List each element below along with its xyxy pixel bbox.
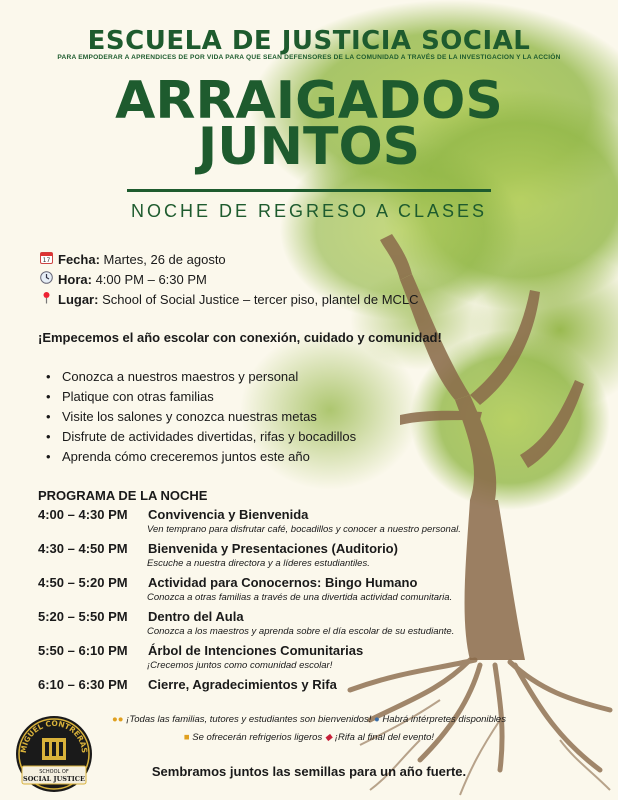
title-line-2: JUNTOS bbox=[197, 117, 421, 177]
lead-text: ¡Empecemos el año escolar con conexión, cuidado y comunidad! bbox=[38, 330, 442, 345]
schedule-name: Dentro del Aula bbox=[148, 609, 244, 624]
flyer-title bbox=[0, 71, 618, 177]
program-heading: PROGRAMA DE LA NOCHE bbox=[38, 488, 208, 503]
speech-icon: ● bbox=[374, 714, 380, 725]
schedule-item bbox=[38, 574, 598, 608]
title-line-1: ARRAIGADOS bbox=[115, 71, 503, 131]
schedule-name: Cierre, Agradecimientos y Rifa bbox=[148, 677, 337, 692]
seal-top-text: MIGUEL CONTRERAS bbox=[18, 718, 90, 754]
school-mission: PARA EMPODERAR A APRENDICES DE POR VIDA PARA QUE SEAN DEFENSORES DE LA COMUNIDAD A TRAVÉS DE LA INVESTIGACION Y LA ACCIÓN bbox=[57, 54, 561, 61]
interpreter-note: Habrá intérpretes disponibles bbox=[382, 714, 506, 725]
ticket-icon: ◆ bbox=[324, 732, 333, 743]
schedule-desc: Ven temprano para disfrutar café, bocadillos y conocer a nuestro personal. bbox=[147, 524, 461, 535]
program-schedule bbox=[38, 506, 598, 710]
time-label: Hora: bbox=[58, 272, 92, 287]
list-item: • Aprenda cómo creceremos juntos este año bbox=[46, 447, 356, 467]
family-icon: ●● bbox=[112, 714, 124, 725]
pin-icon bbox=[38, 290, 54, 310]
schedule-item bbox=[38, 608, 598, 642]
welcome-note: ¡Todas las familias, tutores y estudiantes son bienvenidos! bbox=[126, 714, 372, 725]
schedule-name: Bienvenida y Presentaciones (Auditorio) bbox=[148, 541, 398, 556]
list-item: • Conozca a nuestros maestros y personal bbox=[46, 367, 356, 387]
schedule-time: 5:20 – 5:50 PM bbox=[38, 609, 128, 624]
school-seal-logo bbox=[14, 714, 94, 794]
school-name: ESCUELA DE JUSTICIA SOCIAL bbox=[87, 26, 531, 56]
date-value: Martes, 26 de agosto bbox=[103, 252, 226, 267]
schedule-name: Actividad para Conocernos: Bingo Humano bbox=[148, 575, 418, 590]
schedule-name: Convivencia y Bienvenida bbox=[148, 507, 309, 522]
schedule-item bbox=[38, 506, 598, 540]
schedule-time: 4:30 – 4:50 PM bbox=[38, 541, 128, 556]
list-item: • Visite los salones y conozca nuestras metas bbox=[46, 407, 356, 427]
schedule-item bbox=[38, 676, 598, 710]
schedule-time: 6:10 – 6:30 PM bbox=[38, 677, 128, 692]
list-item: • Disfrute de actividades divertidas, rifas y bocadillos bbox=[46, 427, 356, 447]
schedule-time: 4:00 – 4:30 PM bbox=[38, 507, 128, 522]
refreshments-note: Se ofrecerán refrigerios ligeros bbox=[192, 732, 323, 743]
date-label: Fecha: bbox=[58, 252, 100, 267]
clock-icon bbox=[38, 270, 54, 290]
schedule-desc: ¡Crecemos juntos como comunidad escolar! bbox=[147, 660, 333, 671]
activities-list bbox=[46, 367, 356, 467]
svg-text:17: 17 bbox=[42, 257, 50, 264]
date-row bbox=[38, 250, 419, 270]
title-divider bbox=[127, 189, 491, 192]
time-row bbox=[38, 270, 419, 290]
schedule-item bbox=[38, 642, 598, 676]
event-info bbox=[38, 250, 419, 310]
list-item: • Platique con otras familias bbox=[46, 387, 356, 407]
time-value: 4:00 PM – 6:30 PM bbox=[95, 272, 207, 287]
schedule-desc: Escuche a nuestra directora y a líderes estudiantiles. bbox=[147, 558, 370, 569]
place-row bbox=[38, 290, 419, 310]
closing-message: Sembramos juntos las semillas para un año fuerte. bbox=[151, 764, 467, 779]
schedule-item bbox=[38, 540, 598, 574]
seal-line-1: SCHOOL OF bbox=[39, 769, 69, 775]
schedule-desc: Conozca a otras familias a través de una divertida actividad comunitaria. bbox=[147, 592, 453, 603]
calendar-icon bbox=[38, 250, 54, 270]
raffle-note: ¡Rifa al final del evento! bbox=[334, 732, 435, 743]
schedule-time: 5:50 – 6:10 PM bbox=[38, 643, 128, 658]
schedule-desc: Conozca a los maestros y aprenda sobre el día escolar de su estudiante. bbox=[147, 626, 455, 637]
seal-line-2: SOCIAL JUSTICE bbox=[23, 775, 85, 783]
event-name: NOCHE DE REGRESO A CLASES bbox=[130, 201, 488, 221]
place-value: School of Social Justice – tercer piso, plantel de MCLC bbox=[102, 292, 419, 307]
schedule-time: 4:50 – 5:20 PM bbox=[38, 575, 128, 590]
place-label: Lugar: bbox=[58, 292, 99, 307]
cup-icon: ■ bbox=[183, 732, 190, 743]
schedule-name: Árbol de Intenciones Comunitarias bbox=[148, 643, 364, 658]
